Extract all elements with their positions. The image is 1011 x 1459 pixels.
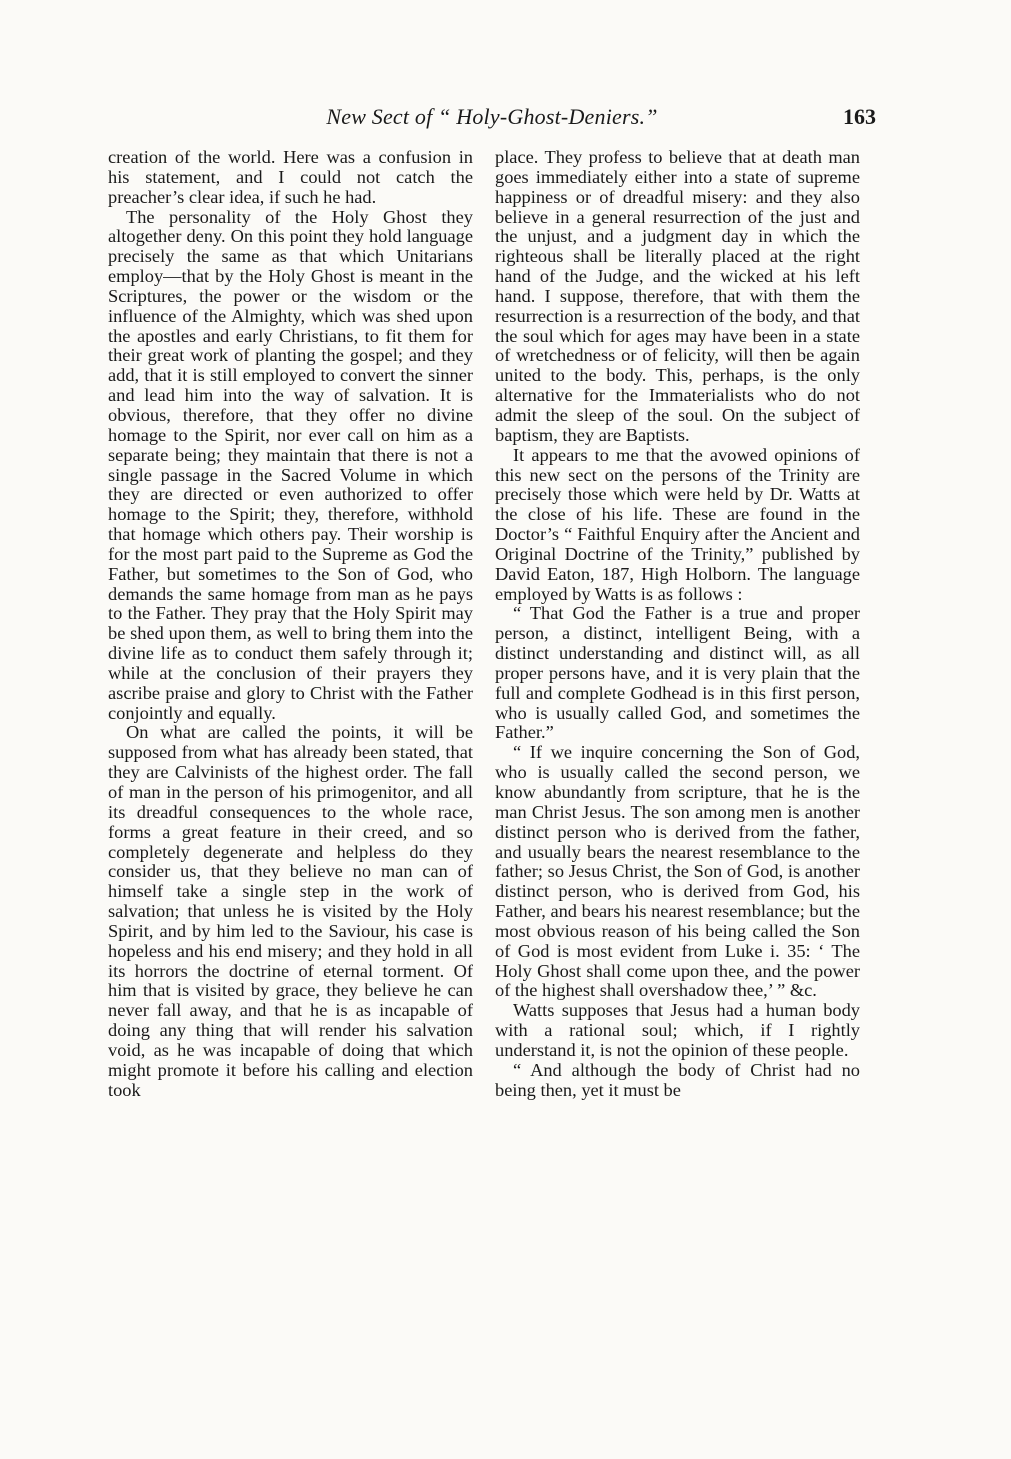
paragraph: place. They profess to believe that at death man goes immediately either into a state of supreme happiness or of dreadful misery: and they also believe in a general resurrection of the just and the unjust, and a judgment day in which the righteous shall be literally placed at the right hand of the Judge, and the wicked at his left hand. I suppose, therefore, that with them the resurrection is a resurrection of the body, and that the soul which for ages may have been in a state of wretchedness or of felicity, will then be again united to the body. This, perhaps, is the only alternative for the Immaterialists who do not admit the sleep of the soul. On the subject of baptism, they are Baptists. bbox=[495, 147, 860, 445]
paragraph: On what are called the points, it will be supposed from what has already been stated, that they are Calvinists of the highest order. The fall of man in the person of his primogenitor, and all its dreadful consequences to the whole race, forms a great feature in their creed, and so completely degenerate and helpless do they consider us, that they believe no man can of himself take a single step in the work of salvation; that unless he is visited by the Holy Spirit, and by him led to the Saviour, his case is hopeless and his end misery; and they hold in all its horrors the doctrine of eternal torment. Of him that is visited by grace, they believe he can never fall away, and that he is as incapable of doing any thing that will render his salvation void, as he was incapable of doing that which might promote it before his calling and election took bbox=[108, 722, 473, 1100]
paragraph: “ And although the body of Christ had no being then, yet it must be bbox=[495, 1059, 860, 1100]
page-header bbox=[108, 104, 876, 138]
paragraph: The personality of the Holy Ghost they altogether deny. On this point they hold language precisely the same as that which Unitarians employ—that by the Holy Ghost is meant in the Scriptures, the power or the wisdom or the influence of the Almighty, which was shed upon the apostles and early Christians, to fit them for their great work of planting the gospel; and they add, that it is still employed to convert the sinner and lead him into the way of salvation. It is obvious, therefore, that they offer no divine homage to the Spirit, nor ever call on him as a separate being; they maintain that there is not a single passage in the Sacred Volume in which they are directed or even authorized to offer homage to the Spirit; they, therefore, withhold that homage which others pay. Their worship is for the most part paid to the Supreme as God the Father, but sometimes to the Son of God, who demands the same homage from man as he pays to the Father. They pray that the Holy Spirit may be shed upon them, as well to bring them into the divine life as to conduct them safely through it; while at the conclusion of their prayers they ascribe praise and glory to Christ with the Father conjointly and equally. bbox=[108, 206, 473, 723]
paragraph: “ That God the Father is a true and proper person, a distinct, intelligent Being, with a distinct understanding and distinct will, as all proper persons have, and it is very plain that the full and complete Godhead is in this first person, who is usually called God, and sometimes the Father.” bbox=[495, 603, 860, 743]
paragraph: creation of the world. Here was a confusion in his statement, and I could not catch the preacher’s clear idea, if such he had. bbox=[108, 147, 473, 207]
page-number: 163 bbox=[843, 104, 876, 129]
paragraph: “ If we inquire concerning the Son of God, who is usually called the second person, we know abundantly from scripture, that he is the man Christ Jesus. The son among men is another distinct person who is derived from the father, and usually bears the nearest resemblance to the father; so Jesus Christ, the Son of God, is another distinct person, who is derived from God, his Father, and bears his nearest resemblance; but the most obvious reason of his being called the Son of God is most evident from Luke i. 35: ‘ The Holy Ghost shall come upon thee, and the power of the highest shall overshadow thee,’ ” &c. bbox=[495, 742, 860, 1001]
running-title: New Sect of “ Holy-Ghost-Deniers.” bbox=[326, 104, 658, 129]
paragraph: It appears to me that the avowed opinions of this new sect on the persons of the Trinity are precisely those which were held by Dr. Watts at the close of his life. These are found in the Doctor’s “ Faithful Enquiry after the Ancient and Original Doctrine of the Trinity,” published by David Eaton, 187, High Holborn. The language employed by Watts is as follows : bbox=[495, 444, 860, 604]
right-column bbox=[495, 148, 860, 1101]
left-column bbox=[108, 148, 473, 1101]
paragraph: Watts supposes that Jesus had a human body with a rational soul; which, if I rightly understand it, is not the opinion of these people. bbox=[495, 1000, 860, 1060]
